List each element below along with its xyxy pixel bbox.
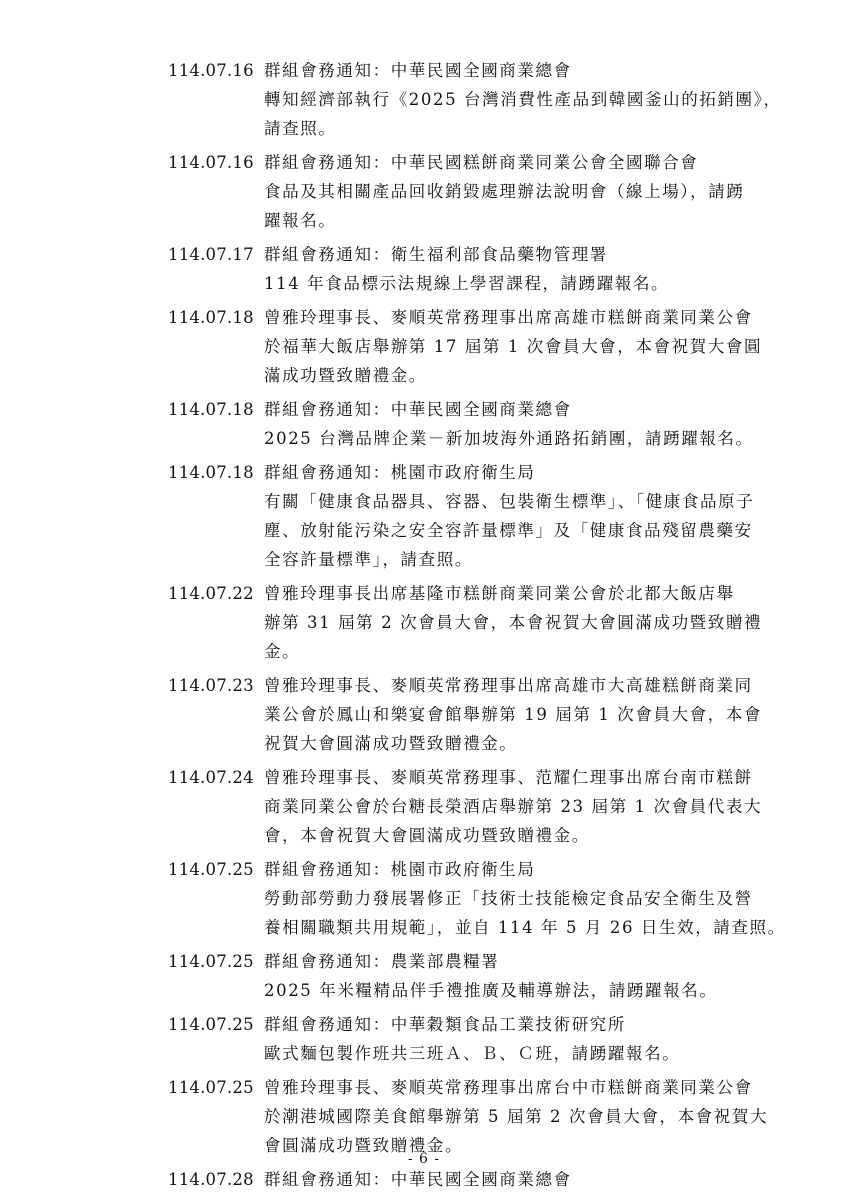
entry-text-line: 勞動部勞動力發展署修正「技術士技能檢定食品安全衛生及營 <box>264 889 753 908</box>
entry-list <box>0 56 848 1199</box>
entry-text <box>264 763 804 850</box>
entry-text-line: 群組會務通知：中華民國糕餅商業同業公會全國聯合會 <box>264 153 699 172</box>
entry-text-line: 祝賀大會圓滿成功暨致贈禮金。 <box>264 734 518 753</box>
entry-text-line: 114 年食品標示法規線上學習課程，請踴躍報名。 <box>264 274 670 293</box>
entry-text-line: 群組會務通知：中華民國全國商業總會 <box>264 400 572 419</box>
entry-text-line: 曾雅玲理事長出席基隆市糕餅商業同業公會於北都大飯店舉 <box>264 584 735 603</box>
entry-text-line: 於福華大飯店舉辦第 17 屆第 1 次會員大會，本會祝賀大會圓 <box>264 337 763 356</box>
entry <box>0 1073 848 1160</box>
entry <box>0 671 848 758</box>
entry-text-line: 曾雅玲理事長、麥順英常務理事、范耀仁理事出席台南市糕餅 <box>264 768 753 787</box>
entry <box>0 56 848 143</box>
entry-text <box>264 303 804 390</box>
entry-date: 114.07.25 <box>168 1015 254 1034</box>
entry-text-line: 曾雅玲理事長、麥順英常務理事出席高雄市糕餅商業同業公會 <box>264 308 753 327</box>
entry-text <box>264 1010 804 1068</box>
entry-text-line: 躍報名。 <box>264 211 337 230</box>
entry-text-line: 群組會務通知：農業部農糧署 <box>264 952 500 971</box>
entry-text <box>264 947 804 1005</box>
entry-date: 114.07.23 <box>168 676 254 695</box>
entry-text-line: 食品及其相關產品回收銷毀處理辦法說明會（線上場），請踴 <box>264 182 745 201</box>
entry <box>0 395 848 453</box>
entry-text <box>264 1165 804 1194</box>
entry-text-line: 業公會於鳳山和樂宴會館舉辦第 19 屆第 1 次會員大會，本會 <box>264 705 763 724</box>
entry-text-line: 會，本會祝賀大會圓滿成功暨致贈禮金。 <box>264 826 590 845</box>
entry-date: 114.07.25 <box>168 860 254 879</box>
entry <box>0 458 848 574</box>
entry-text-line: 群組會務通知：衛生福利部食品藥物管理署 <box>264 245 608 264</box>
entry-text-line: 塵、放射能污染之安全容許量標準」及「健康食品殘留農藥安 <box>264 521 753 540</box>
entry-text-line: 於潮港城國際美食館舉辦第 5 屆第 2 次會員大會，本會祝賀大 <box>264 1107 769 1126</box>
entry <box>0 579 848 666</box>
entry-text-line: 養相關職類共用規範」，並自 114 年 5 月 26 日生效，請查照。 <box>264 918 786 937</box>
entry-date: 114.07.18 <box>168 308 254 327</box>
entry-text-line: 金。 <box>264 642 301 661</box>
entry-date: 114.07.16 <box>168 153 254 172</box>
entry-text-line: 群組會務通知：中華民國全國商業總會 <box>264 61 572 80</box>
page-number: - 6 - <box>407 1151 441 1167</box>
entry-text-line: 滿成功暨致贈禮金。 <box>264 366 427 385</box>
entry-text-line: 2025 年米糧精品伴手禮推廣及輔導辦法，請踴躍報名。 <box>264 981 718 1000</box>
entry <box>0 763 848 850</box>
entry-date: 114.07.18 <box>168 463 254 482</box>
entry-text-line: 全容許量標準」，請查照。 <box>264 550 473 569</box>
entry-text <box>264 1073 804 1160</box>
entry-text-line: 請查照。 <box>264 119 337 138</box>
entry-date: 114.07.18 <box>168 400 254 419</box>
entry <box>0 240 848 298</box>
entry-text <box>264 671 804 758</box>
entry-text-line: 群組會務通知：桃園市政府衛生局 <box>264 463 536 482</box>
entry-date: 114.07.17 <box>168 245 254 264</box>
entry-text <box>264 458 804 574</box>
entry-text-line: 曾雅玲理事長、麥順英常務理事出席高雄市大高雄糕餅商業同 <box>264 676 753 695</box>
entry <box>0 1165 848 1194</box>
entry <box>0 1010 848 1068</box>
entry-text <box>264 855 804 942</box>
entry-text-line: 會圓滿成功暨致贈禮金。 <box>264 1136 464 1155</box>
entry-text-line: 辦第 31 屆第 2 次會員大會，本會祝賀大會圓滿成功暨致贈禮 <box>264 613 763 632</box>
entry-text-line: 歐式麵包製作班共三班Ａ、Ｂ、Ｃ班，請踴躍報名。 <box>264 1044 681 1063</box>
entry <box>0 947 848 1005</box>
entry-date: 114.07.25 <box>168 1078 254 1097</box>
entry-text <box>264 395 804 453</box>
entry <box>0 303 848 390</box>
entry-text <box>264 579 804 666</box>
entry-text <box>264 148 804 235</box>
entry-date: 114.07.22 <box>168 584 254 603</box>
entry-text-line: 群組會務通知：中華民國全國商業總會 <box>264 1170 572 1189</box>
entry-text-line: 商業同業公會於台糖長榮酒店舉辦第 23 屆第 1 次會員代表大 <box>264 797 763 816</box>
entry <box>0 855 848 942</box>
entry-text-line: 有關「健康食品器具、容器、包裝衛生標準」、「健康食品原子 <box>264 492 755 511</box>
entry <box>0 148 848 235</box>
entry-text-line: 2025 台灣品牌企業－新加坡海外通路拓銷團，請踴躍報名。 <box>264 429 754 448</box>
entry-text <box>264 240 804 298</box>
entry-text-line: 群組會務通知：桃園市政府衛生局 <box>264 860 536 879</box>
entry-date: 114.07.24 <box>168 768 254 787</box>
entry-text-line: 曾雅玲理事長、麥順英常務理事出席台中市糕餅商業同業公會 <box>264 1078 753 1097</box>
entry-text-line: 群組會務通知：中華穀類食品工業技術研究所 <box>264 1015 626 1034</box>
entry-text-line: 轉知經濟部執行《2025 台灣消費性產品到韓國釜山的拓銷團》， <box>264 90 782 109</box>
entry-date: 114.07.28 <box>168 1170 254 1189</box>
entry-date: 114.07.25 <box>168 952 254 971</box>
entry-text <box>264 56 804 143</box>
entry-date: 114.07.16 <box>168 61 254 80</box>
